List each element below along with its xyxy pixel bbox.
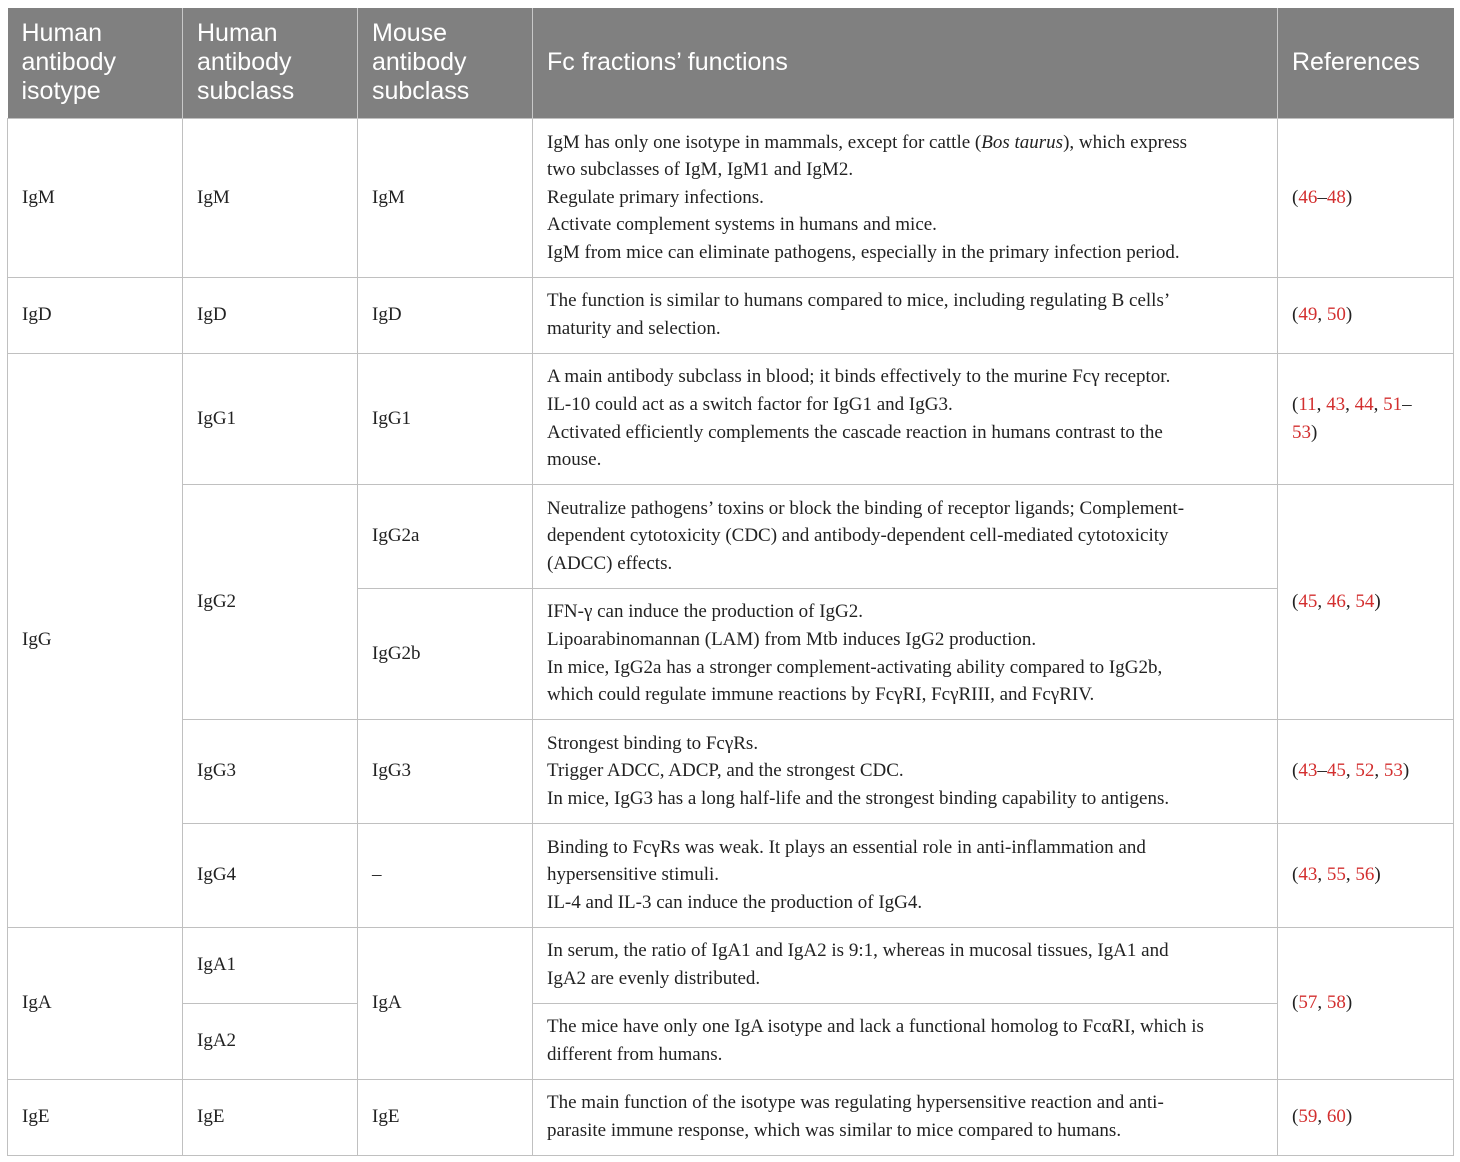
human-subclass-cell: IgG4 — [183, 823, 358, 927]
function-cell: IgM has only one isotype in mammals, except for cattle (Bos taurus), which express two subclasses of IgM, IgM1 and IgM2. Regulate primary infections. Activate complement systems in humans and mice. IgM from mice can eliminate pathogens, especially in the primary infection period. — [533, 118, 1278, 277]
reference-link[interactable]: 44 — [1354, 393, 1374, 415]
human-subclass-cell: IgG2 — [183, 484, 358, 719]
reference-cell: (57, 58) — [1278, 927, 1454, 1079]
human-subclass-cell: IgM — [183, 118, 358, 277]
mouse-subclass-cell: IgD — [358, 277, 533, 353]
table-container — [7, 8, 1453, 1156]
header-references: References — [1278, 8, 1454, 118]
header-human-subclass: Human antibody subclass — [183, 8, 358, 118]
mouse-subclass-cell: – — [358, 823, 533, 927]
function-cell: Binding to FcγRs was weak. It plays an essential role in anti-inflammation and hypersensitive stimuli. IL-4 and IL-3 can induce the production of IgG4. — [533, 823, 1278, 927]
function-cell: IFN-γ can induce the production of IgG2. Lipoarabinomannan (LAM) from Mtb induces IgG2 production. In mice, IgG2a has a stronger complement-activating ability compared to IgG2b, which could regulate immune reactions by FcγRI, FcγRIII, and FcγRIV. — [533, 588, 1278, 719]
table-row — [8, 353, 1454, 484]
reference-link[interactable]: 49 — [1298, 304, 1318, 326]
mouse-subclass-cell: IgE — [358, 1079, 533, 1155]
mouse-subclass-cell: IgG2b — [358, 588, 533, 719]
reference-link[interactable]: 46 — [1298, 186, 1318, 208]
reference-link[interactable]: 45 — [1298, 590, 1318, 612]
isotype-cell: IgD — [8, 277, 183, 353]
reference-cell: (43, 55, 56) — [1278, 823, 1454, 927]
function-cell: A main antibody subclass in blood; it binds effectively to the murine Fcγ receptor. IL-10 could act as a switch factor for IgG1 and IgG3. Activated efficiently complements the cascade reaction in humans contrast to the mouse. — [533, 353, 1278, 484]
header-mouse-subclass: Mouse antibody subclass — [358, 8, 533, 118]
reference-link[interactable]: 50 — [1326, 304, 1346, 326]
reference-cell: (43–45, 52, 53) — [1278, 719, 1454, 823]
header-functions: Fc fractions’ functions — [533, 8, 1278, 118]
reference-link[interactable]: 54 — [1355, 590, 1375, 612]
reference-cell: (11, 43, 44, 51– 53) — [1278, 353, 1454, 484]
table-row — [8, 118, 1454, 277]
function-cell: The function is similar to humans compared to mice, including regulating B cells’ maturity and selection. — [533, 277, 1278, 353]
mouse-subclass-cell: IgG2a — [358, 484, 533, 588]
antibody-table — [7, 8, 1454, 1156]
reference-link[interactable]: 52 — [1355, 760, 1375, 782]
mouse-subclass-cell: IgA — [358, 927, 533, 1079]
reference-link[interactable]: 58 — [1326, 992, 1346, 1014]
reference-link[interactable]: 53 — [1383, 760, 1403, 782]
human-subclass-cell: IgG1 — [183, 353, 358, 484]
table-row — [8, 927, 1454, 1003]
reference-link[interactable]: 48 — [1326, 186, 1346, 208]
human-subclass-cell: IgA1 — [183, 927, 358, 1003]
reference-link[interactable]: 57 — [1298, 992, 1318, 1014]
table-row — [8, 1003, 1454, 1079]
table-row — [8, 719, 1454, 823]
isotype-cell: IgA — [8, 927, 183, 1079]
mouse-subclass-cell: IgG3 — [358, 719, 533, 823]
reference-link[interactable]: 60 — [1326, 1106, 1346, 1128]
header-row — [8, 8, 1454, 118]
table-row — [8, 1079, 1454, 1155]
human-subclass-cell: IgG3 — [183, 719, 358, 823]
reference-link[interactable]: 53 — [1292, 421, 1311, 443]
table-row — [8, 823, 1454, 927]
function-cell: The mice have only one IgA isotype and lack a functional homolog to FcαRI, which is different from humans. — [533, 1003, 1278, 1079]
reference-link[interactable]: 51 — [1383, 393, 1403, 415]
isotype-cell: IgG — [8, 353, 183, 927]
reference-cell: (49, 50) — [1278, 277, 1454, 353]
reference-link[interactable]: 59 — [1298, 1106, 1318, 1128]
isotype-cell: IgM — [8, 118, 183, 277]
reference-link[interactable]: 43 — [1298, 760, 1318, 782]
isotype-cell: IgE — [8, 1079, 183, 1155]
table-row — [8, 484, 1454, 588]
mouse-subclass-cell: IgG1 — [358, 353, 533, 484]
function-cell: In serum, the ratio of IgA1 and IgA2 is 9:1, whereas in mucosal tissues, IgA1 and IgA2 are evenly distributed. — [533, 927, 1278, 1003]
header-isotype: Human antibody isotype — [8, 8, 183, 118]
reference-link[interactable]: 43 — [1298, 864, 1318, 886]
reference-link[interactable]: 45 — [1326, 760, 1346, 782]
human-subclass-cell: IgE — [183, 1079, 358, 1155]
human-subclass-cell: IgD — [183, 277, 358, 353]
function-cell: Strongest binding to FcγRs. Trigger ADCC, ADCP, and the strongest CDC. In mice, IgG3 has a long half-life and the strongest binding capability to antigens. — [533, 719, 1278, 823]
function-cell: The main function of the isotype was regulating hypersensitive reaction and anti- parasite immune response, which was similar to mice compared to humans. — [533, 1079, 1278, 1155]
human-subclass-cell: IgA2 — [183, 1003, 358, 1079]
function-cell: Neutralize pathogens’ toxins or block the binding of receptor ligands; Complement- dependent cytotoxicity (CDC) and antibody-dependent cell-mediated cytotoxicity (ADCC) effects. — [533, 484, 1278, 588]
reference-cell: (45, 46, 54) — [1278, 484, 1454, 719]
reference-link[interactable]: 46 — [1326, 590, 1346, 612]
reference-link[interactable]: 56 — [1355, 864, 1375, 886]
reference-cell: (59, 60) — [1278, 1079, 1454, 1155]
table-row — [8, 277, 1454, 353]
reference-cell: (46–48) — [1278, 118, 1454, 277]
mouse-subclass-cell: IgM — [358, 118, 533, 277]
reference-link[interactable]: 55 — [1326, 864, 1346, 886]
reference-link[interactable]: 43 — [1326, 393, 1346, 415]
reference-link[interactable]: 11 — [1298, 393, 1317, 415]
